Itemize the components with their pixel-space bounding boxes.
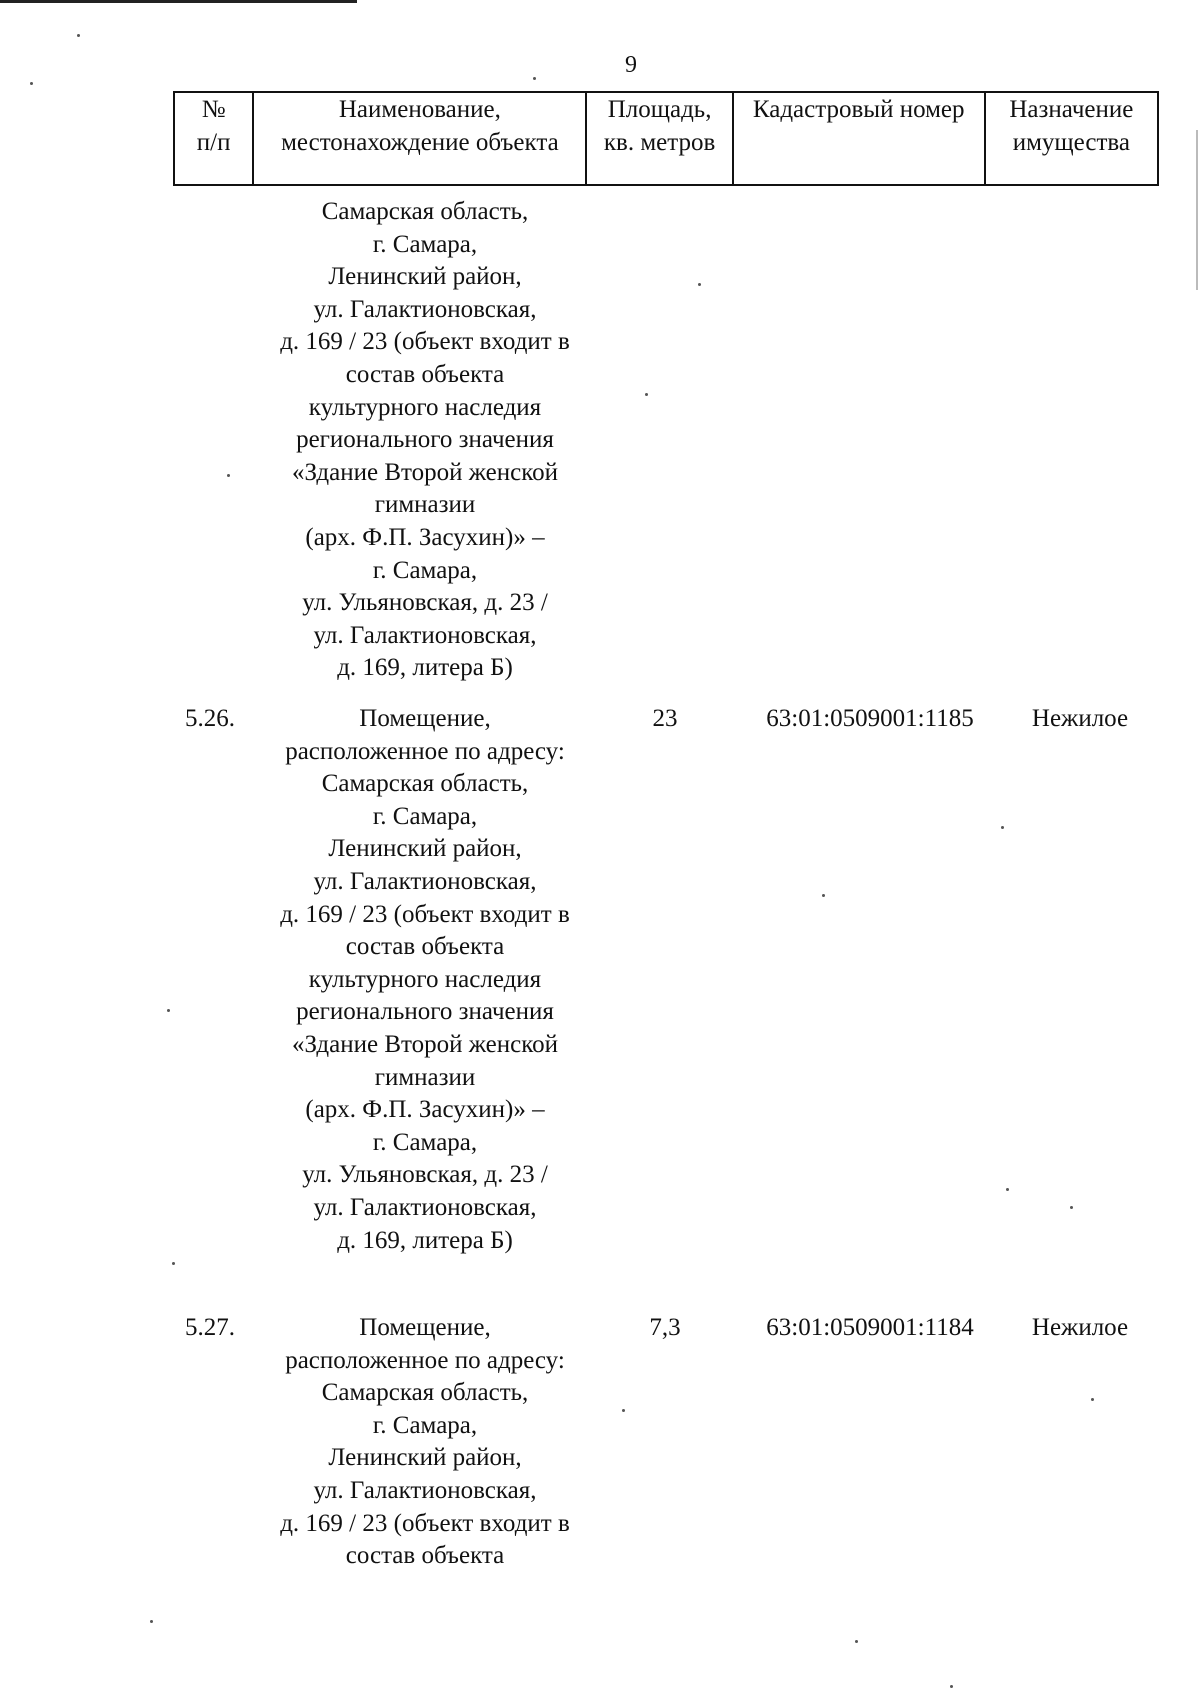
row-number: 5.27.	[185, 1314, 235, 1341]
row-area: 23	[652, 705, 678, 732]
description-line: состав объекта	[345, 933, 505, 961]
description-line: гимназии	[374, 491, 476, 519]
header-cadastral-line: Кадастровый номер	[752, 96, 965, 123]
description-line: расположенное по адресу:	[285, 737, 565, 765]
description-line: Самарская область,	[321, 770, 529, 798]
scan-speck	[950, 1685, 953, 1688]
description-line: «Здание Второй женской	[292, 1030, 558, 1058]
scan-speck	[77, 34, 80, 37]
scan-speck	[533, 77, 536, 80]
description-line: Помещение,	[359, 705, 491, 732]
header-number	[174, 92, 253, 185]
description-line: Самарская область,	[321, 198, 529, 225]
description-line: д. 169 / 23 (объект входит в	[280, 900, 570, 928]
description-line: д. 169 / 23 (объект входит в	[280, 328, 570, 356]
description-line: культурного наследия	[308, 393, 542, 421]
row-cadastral-number: 63:01:0509001:1184	[766, 1314, 974, 1341]
description-line: регионального значения	[296, 998, 554, 1026]
page-number: 9	[625, 52, 637, 78]
header-number-line: п/п	[196, 129, 231, 156]
scan-speck	[622, 1409, 625, 1412]
description-line: гимназии	[374, 1063, 476, 1091]
description-line: Помещение,	[359, 1314, 491, 1341]
scan-speck	[1091, 1398, 1094, 1401]
row-cadastral-number: 63:01:0509001:1185	[766, 705, 974, 732]
description-line: Ленинский район,	[328, 263, 522, 291]
description-line: ул. Галактионовская,	[313, 621, 537, 649]
scan-speck	[698, 283, 701, 286]
description-line: ул. Ульяновская, д. 23 /	[302, 589, 548, 617]
row-purpose: Нежилое	[1031, 1314, 1129, 1341]
description-line: г. Самара,	[372, 1128, 478, 1156]
description-line: (арх. Ф.П. Засухин)» –	[305, 523, 545, 551]
scan-speck	[227, 474, 230, 477]
scan-speck	[855, 1640, 858, 1643]
description-line: ул. Галактионовская,	[313, 295, 537, 323]
object-description	[240, 703, 610, 1257]
scan-speck	[822, 894, 825, 897]
description-line: расположенное по адресу:	[285, 1346, 565, 1374]
scan-speck	[1006, 1188, 1009, 1191]
scan-edge-rule	[0, 0, 357, 3]
description-line: Ленинский район,	[328, 835, 522, 863]
row-purpose: Нежилое	[1031, 705, 1129, 732]
header-purpose-line: имущества	[1012, 129, 1130, 156]
header-name	[253, 92, 586, 185]
scan-speck	[167, 1009, 170, 1012]
description-line: регионального значения	[296, 426, 554, 454]
description-line: д. 169, литера Б)	[337, 654, 513, 682]
object-description	[240, 1312, 610, 1573]
description-line: ул. Галактионовская,	[313, 1193, 537, 1221]
description-line: г. Самара,	[372, 556, 478, 584]
description-line: г. Самара,	[372, 1411, 478, 1439]
header-name-line: Наименование,	[338, 96, 501, 123]
header-purpose	[985, 92, 1158, 185]
scan-speck	[1070, 1206, 1073, 1209]
scan-speck	[1001, 826, 1004, 829]
description-line: г. Самара,	[372, 802, 478, 830]
row-area: 7,3	[649, 1314, 681, 1341]
header-name-line: местонахождение объекта	[281, 129, 559, 156]
description-line: д. 169 / 23 (объект входит в	[280, 1509, 570, 1537]
description-line: ул. Галактионовская,	[313, 1476, 537, 1504]
description-line: г. Самара,	[372, 230, 478, 258]
header-area-line: Площадь,	[607, 96, 712, 123]
description-line: культурного наследия	[308, 965, 542, 993]
header-area-line: кв. метров	[603, 129, 716, 156]
scan-edge-mark	[1196, 130, 1198, 290]
header-purpose-line: Назначение	[1009, 96, 1134, 123]
description-line: состав объекта	[345, 360, 505, 388]
description-line: состав объекта	[345, 1542, 505, 1570]
description-line: ул. Галактионовская,	[313, 867, 537, 895]
description-line: (арх. Ф.П. Засухин)» –	[305, 1096, 545, 1124]
description-line: «Здание Второй женской	[292, 458, 558, 486]
header-row	[174, 92, 1158, 185]
header-cadastral	[733, 92, 985, 185]
row-number: 5.26.	[185, 705, 235, 732]
table-header	[173, 91, 1159, 186]
header-number-line: №	[201, 96, 226, 123]
header-area	[586, 92, 732, 185]
object-description	[240, 196, 610, 685]
description-line: Ленинский район,	[328, 1444, 522, 1472]
scan-speck	[30, 82, 33, 85]
description-line: д. 169, литера Б)	[337, 1226, 513, 1254]
scan-speck	[645, 393, 648, 396]
scan-speck	[172, 1262, 175, 1265]
description-line: Самарская область,	[321, 1379, 529, 1407]
description-line: ул. Ульяновская, д. 23 /	[302, 1161, 548, 1189]
scan-speck	[150, 1620, 153, 1623]
